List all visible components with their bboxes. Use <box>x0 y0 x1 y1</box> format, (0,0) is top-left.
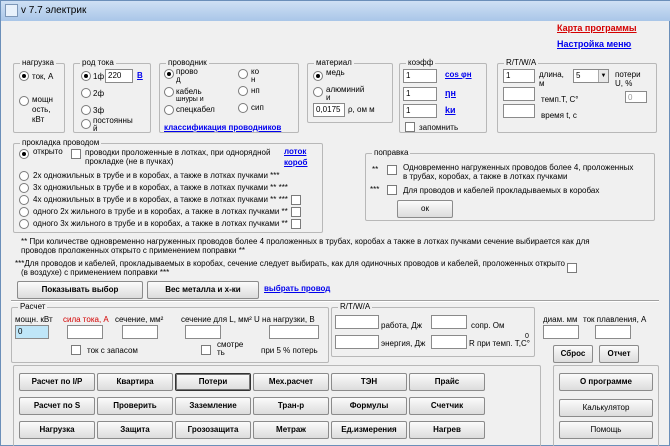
cable-label-2: шнуры и <box>176 96 204 103</box>
length-label-1: длина, <box>539 70 564 79</box>
laying-open-radio[interactable] <box>19 149 29 159</box>
tray-single-row-label-1: проводки проложенные в лотках, при однорядной <box>85 148 271 157</box>
laying-2-single-label: 2х одножильных в трубе и в коробах, а также в лотках пучками *** <box>33 171 280 180</box>
aluminium-radio[interactable] <box>313 87 323 97</box>
tray-single-row-checkbox[interactable] <box>71 149 81 159</box>
cos-phi-input[interactable]: 1 <box>403 69 437 83</box>
two-phase-radio[interactable] <box>81 88 91 98</box>
correction-marker-1: ** <box>372 165 379 174</box>
rtwa-legend: R/T/W/A <box>506 58 537 67</box>
transformer-button[interactable]: Тран-р <box>253 397 329 415</box>
laying-3-single-radio[interactable] <box>19 183 29 193</box>
tray-single-row-label-2: прокладке (не в пучках) <box>85 157 174 166</box>
laying-one-3core-label: одного 3х жильного в трубе и в коробах, а также в лотках пучками ** <box>33 219 288 228</box>
units-button[interactable]: Ед.измерения <box>331 421 407 439</box>
conductor-option-3-label: сип <box>251 103 264 112</box>
correction-marker-2: *** <box>370 185 380 194</box>
formulas-button[interactable]: Формулы <box>331 397 407 415</box>
laying-3-single-label: 3х одножильных в трубе и в коробах, а также в лотках пучками ** *** <box>33 183 288 192</box>
laying-one-2core-radio[interactable] <box>19 207 29 217</box>
work-output[interactable] <box>335 315 379 329</box>
voltage-unit[interactable]: В <box>137 71 143 80</box>
heater-button[interactable]: ТЭН <box>331 373 407 391</box>
correction-4-wires-checkbox[interactable] <box>387 165 397 175</box>
correction-4-wires-label-2: в трубах, коробах, а также в лотках пучками <box>403 172 568 181</box>
conductor-option-2-label: нп <box>251 86 260 95</box>
calculator-button[interactable]: Калькулятор <box>559 399 653 417</box>
calc-power-input[interactable]: 0 <box>15 325 49 339</box>
loss-label-1: потери <box>615 70 641 79</box>
single-phase-radio[interactable] <box>81 71 91 81</box>
price-button[interactable]: Прайс <box>409 373 485 391</box>
loss-combo[interactable] <box>573 69 609 83</box>
losses-button[interactable]: Потери <box>175 373 251 391</box>
length-input[interactable]: 1 <box>503 69 535 83</box>
correction-ok-button[interactable]: ок <box>397 200 453 218</box>
watch-label-1: смотре <box>217 340 244 349</box>
correction-boxes-label: Для проводов и кабелей прокладываемых в коробах <box>403 186 600 195</box>
title-bar <box>1 1 670 21</box>
load-voltage-output[interactable] <box>269 325 319 339</box>
usage-coef-link[interactable]: kи <box>445 105 456 115</box>
show-selection-button[interactable]: Показывать выбор <box>17 281 143 299</box>
note-2-line-1: ***Для проводов и кабелей, прокладываемых в коробах, сечение следует выбирать, как для одиночных проводов и кабелей, проложенных открыто <box>15 259 565 268</box>
laying-legend: прокладка проводом <box>22 138 100 147</box>
note-1-line-2: проводов проложенных открыто с применением поправки ** <box>21 246 245 255</box>
mechanical-calc-button[interactable]: Мех.расчет <box>253 373 329 391</box>
efficiency-link[interactable]: ηн <box>445 88 456 98</box>
calc-legend: Расчет <box>20 302 46 311</box>
temperature-input[interactable]: 0 <box>625 91 647 103</box>
window-title: v 7.7 электрик <box>21 5 87 16</box>
laying-open-label: открыто <box>33 147 63 156</box>
laying-2core-checkbox[interactable] <box>291 207 301 217</box>
conductor-option-3-radio[interactable] <box>238 103 248 113</box>
conductor-option-2-radio[interactable] <box>238 86 248 96</box>
laying-2-single-radio[interactable] <box>19 171 29 181</box>
wire-label-1: прово <box>176 67 198 76</box>
chevron-down-icon[interactable]: ▼ <box>598 70 608 82</box>
time-label: время t, с <box>541 111 577 120</box>
special-cable-radio[interactable] <box>164 105 174 115</box>
resistivity-label: ρ, ом м <box>348 105 375 114</box>
two-phase-label: 2ф <box>93 89 105 98</box>
special-cable-label: спецкабел <box>176 105 215 114</box>
correction-boxes-checkbox[interactable] <box>387 185 397 195</box>
calc-section-label: сечение, мм² <box>115 315 164 324</box>
note-2-line-2: (в воздухе) с применением поправки *** <box>21 268 170 277</box>
note-1-line-1: ** При количестве одновременно нагруженных проводов более 4 проложенных в трубах, коробах а также в лотках пучками сечение выбирается как для <box>21 237 590 246</box>
copper-label: медь <box>326 68 345 77</box>
energy-label: энергия, Дж <box>381 339 426 348</box>
tray-link[interactable]: лоток <box>284 147 307 156</box>
usage-coef-input[interactable]: 1 <box>403 104 437 118</box>
divider <box>11 300 659 302</box>
about-button[interactable]: О программе <box>559 373 653 391</box>
melting-current-label: ток плавления, А <box>583 315 647 324</box>
temperature-label: темп.T, C° <box>541 95 579 104</box>
cable-label-1: кабель <box>176 87 202 96</box>
loss-label-2: U, % <box>615 79 633 88</box>
diameter-label: диам. мм <box>543 315 578 324</box>
conductor-option-1-radio[interactable] <box>238 69 248 79</box>
dc-label-1: постоянны <box>93 116 133 125</box>
load-power-label-3: кВт <box>32 115 45 124</box>
program-map-link[interactable]: Карта программы <box>557 23 637 33</box>
reserve-current-checkbox[interactable] <box>71 345 81 355</box>
note-checkbox[interactable] <box>567 263 577 273</box>
current-kind-legend: род тока <box>82 58 114 67</box>
material-legend: материал <box>316 58 352 67</box>
laying-4-single-radio[interactable] <box>19 195 29 205</box>
protection-button[interactable]: Защита <box>97 421 173 439</box>
calc-current-output[interactable] <box>67 325 103 339</box>
calc-by-s-button[interactable]: Расчет по S <box>19 397 95 415</box>
box-link[interactable]: короб <box>284 158 308 167</box>
report-button[interactable]: Отчет <box>599 345 639 363</box>
app-icon <box>5 4 18 17</box>
wire-radio[interactable] <box>164 69 174 79</box>
laying-one-2core-label: одного 2х жильного в трубе и в коробах, а также в лотках пучками ** <box>33 207 288 216</box>
energy-output[interactable] <box>335 335 379 349</box>
calc-current-label: сила тока, А <box>63 315 109 324</box>
rtwa-result-legend: R/T/W/A <box>340 302 371 311</box>
metal-weight-button[interactable]: Вес металла и х-ки <box>147 281 259 299</box>
load-power-label-2: ость, <box>32 105 51 114</box>
calc-by-ip-button[interactable]: Расчет по I/P <box>19 373 95 391</box>
lightning-protection-button[interactable]: Грозозащита <box>175 421 251 439</box>
remember-checkbox[interactable] <box>405 122 415 132</box>
aluminium-label-1: алюминий <box>326 85 365 94</box>
voltage-input[interactable]: 220 <box>105 69 133 83</box>
dc-label-2: й <box>93 124 98 133</box>
load-power-label-1: мощн <box>32 95 53 104</box>
apartment-button[interactable]: Квартира <box>97 373 173 391</box>
resistivity-input[interactable]: 0,0175 <box>313 103 345 117</box>
menu-settings-link[interactable]: Настройка меню <box>557 39 632 49</box>
resistance-temp-value: 0 <box>525 333 529 340</box>
watch-label-2: ть <box>217 348 225 357</box>
load-current-label: ток, А <box>32 72 54 81</box>
laying-3core-checkbox[interactable] <box>291 219 301 229</box>
load-power-radio[interactable] <box>19 96 29 106</box>
check-button[interactable]: Проверить <box>97 397 173 415</box>
watch-checkbox[interactable] <box>201 345 211 355</box>
efficiency-input[interactable]: 1 <box>403 87 437 101</box>
cos-phi-link[interactable]: cos φн <box>445 70 472 79</box>
melting-current-output[interactable] <box>595 325 631 339</box>
resistance-temp-output[interactable] <box>431 335 467 349</box>
resistance-output[interactable] <box>431 315 467 329</box>
resistance-temp-label: R при темп. T,C° <box>469 339 530 348</box>
conductor-legend: проводник <box>168 58 207 67</box>
wire-label-2: д <box>176 75 181 84</box>
reserve-current-label: ток с запасом <box>87 346 138 355</box>
load-button[interactable]: Нагрузка <box>19 421 95 439</box>
calc-power-label: мощн. кВт <box>15 315 53 324</box>
footage-button[interactable]: Метраж <box>253 421 329 439</box>
diameter-input[interactable] <box>543 325 579 339</box>
section-for-length-label: сечение для L, мм² U на нагрузки, В <box>181 315 315 324</box>
resistance-label: сопр. Ом <box>471 321 505 330</box>
conductor-classification-link[interactable]: классификация проводников <box>164 123 282 132</box>
conductor-option-1-label: ко <box>251 67 260 76</box>
help-button[interactable]: Помощь <box>559 421 653 439</box>
work-label: работа, Дж <box>381 321 422 330</box>
conductor-option-1-label-2: н <box>251 75 256 84</box>
laying-4-checkbox[interactable] <box>291 195 301 205</box>
heating-button[interactable]: Нагрев <box>409 421 485 439</box>
correction-4-wires-label-1: Одновременно нагруженных проводов более 4, проложенных <box>403 163 634 172</box>
dc-radio[interactable] <box>81 119 91 129</box>
reset-button[interactable]: Сброс <box>553 345 593 363</box>
cable-radio[interactable] <box>164 87 174 97</box>
laying-one-3core-radio[interactable] <box>19 219 29 229</box>
length-label-2: м <box>539 79 545 88</box>
coefficient-legend: коэфф <box>408 58 434 67</box>
rtwa-field-2[interactable] <box>503 87 535 101</box>
laying-4-single-label: 4х одножильных в трубе и в коробах, а также в лотках пучками ** *** <box>33 195 288 204</box>
grounding-button[interactable]: Заземление <box>175 397 251 415</box>
three-phase-radio[interactable] <box>81 105 91 115</box>
rtwa-field-3[interactable] <box>503 104 535 118</box>
loss-5-label: при 5 % потерь <box>261 346 318 355</box>
single-phase-label: 1ф <box>93 72 105 81</box>
remember-label: запомнить <box>419 123 459 132</box>
select-wire-link[interactable]: выбрать провод <box>264 284 331 293</box>
copper-radio[interactable] <box>313 71 323 81</box>
section-for-length-output[interactable] <box>185 325 221 339</box>
load-current-radio[interactable] <box>19 71 29 81</box>
load-legend: нагрузка <box>22 58 54 67</box>
loss-combo-value: 5 <box>576 71 581 80</box>
aluminium-label-2: и <box>326 93 331 102</box>
correction-legend: поправка <box>374 148 409 157</box>
meter-button[interactable]: Счетчик <box>409 397 485 415</box>
three-phase-label: 3ф <box>93 106 105 115</box>
calc-section-output[interactable] <box>122 325 158 339</box>
